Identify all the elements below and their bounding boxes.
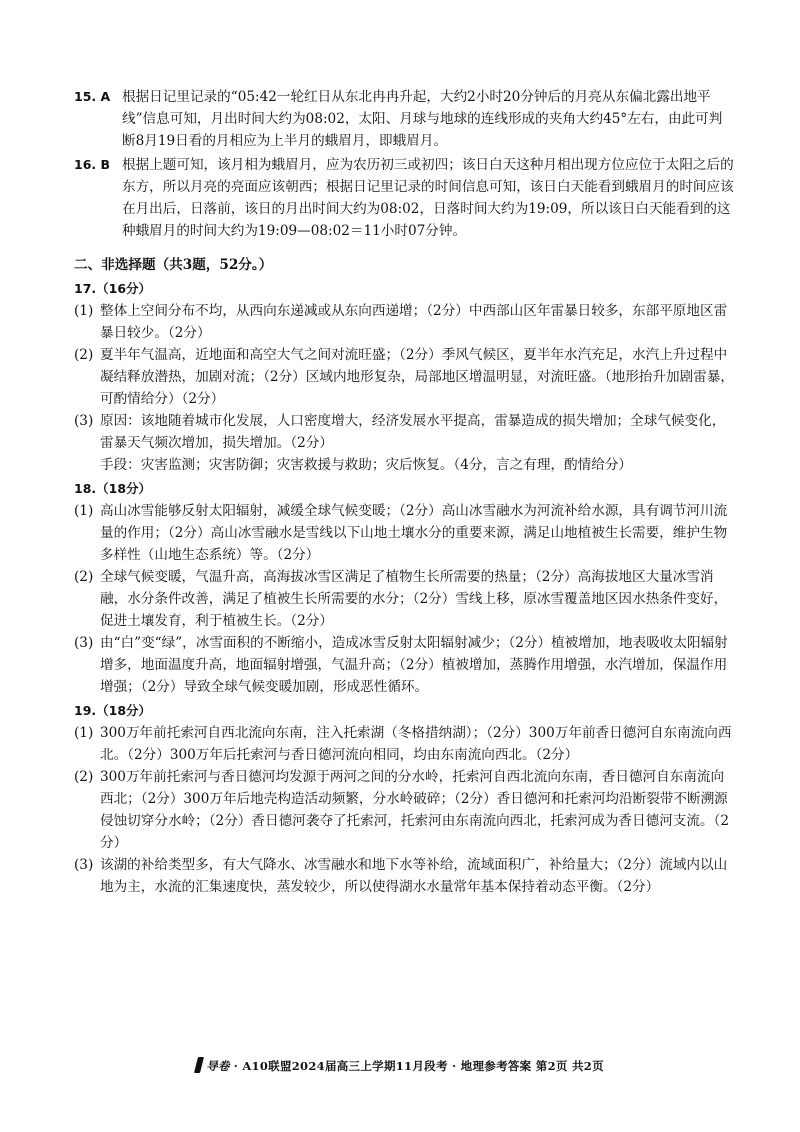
sub-answer: [74, 766, 734, 854]
answer-number: 15. A: [74, 89, 111, 104]
question-heading: 17.（16分）: [74, 281, 152, 296]
sub-text: 由“白”变“绿”，冰雪面积的不断缩小，造成冰雪反射太阳辐射减少；（2分）植被增加，地表吸收太阳辐射增多，地面温度升高，地面辐射增强，气温升高；（2分）植被增加，蒸腾作用增强，水汽增加，保温作用增强；（2分）导致全球气候变暖加剧，形成恶性循环。: [100, 635, 728, 695]
sub-text: 300万年前托索河自西北流向东南，注入托索湖（冬格措纳湖）；（2分）300万年前香日德河自东南流向西北。（2分）300万年后托索河与香日德河流向相同，均由东南流向西北。（2分）: [100, 725, 732, 763]
sub-answer: [74, 500, 734, 566]
question-heading: 18.（18分）: [74, 481, 152, 496]
sub-label: (1): [74, 303, 94, 319]
sub-label: (3): [74, 857, 94, 873]
brand-logo-icon: [194, 1057, 204, 1073]
sub-answer: [74, 410, 734, 454]
sub-label: (2): [74, 569, 94, 585]
page-footer: [0, 1057, 800, 1074]
sub-text: 整体上空间分布不均，从西向东递减或从东向西递增；（2分）中西部山区年雷暴日较多，东部平原地区雷暴日较少。（2分）: [100, 303, 728, 341]
question-18: [74, 478, 734, 698]
answer-number: 16. B: [74, 157, 111, 172]
sub-extra: 手段：灾害监测；灾害防御；灾害救援与救助；灾后恢复。（4分，言之有理，酌情给分）: [100, 457, 633, 473]
sub-text: 300万年前托索河与香日德河均发源于两河之间的分水岭，托索河自西北流向东南，香日德河自东南流向西北；（2分）300万年后地壳构造活动频繁，分水岭破碎；（2分）香日德河和托索河均沿断裂带不断溯源侵蚀切穿分水岭；（2分）香日德河袭夺了托索河，托索河由东南流向西北，托索河成为香日德河支流。（2分）: [100, 769, 730, 851]
sub-answer: [74, 854, 734, 898]
sub-answer: [74, 300, 734, 344]
sub-answer: [74, 722, 734, 766]
sub-text: 高山冰雪能够反射太阳辐射，减缓全球气候变暖；（2分）高山冰雪融水为河流补给水源，具有调节河川流量的作用；（2分）高山冰雪融水是雪线以下山地土壤水分的重要来源，满足山地植被生长需要，维护生物多样性（山地生态系统）等。（2分）: [100, 503, 728, 563]
sub-text: 夏半年气温高，近地面和高空大气之间对流旺盛；（2分）季风气候区，夏半年水汽充足，水汽上升过程中凝结释放潜热，加剧对流；（2分）区域内地形复杂，局部地区增温明显，对流旺盛。（地形抬升加剧雷暴，可酌情给分）（2分）: [100, 347, 734, 407]
sub-label: (1): [74, 725, 94, 741]
answer-15: [74, 86, 734, 152]
footer-text: · A10联盟2024届高三上学期11月段考 · 地理参考答案 第2页 共2页: [233, 1059, 604, 1073]
answer-explanation: 根据日记里记录的“05:42一轮红日从东北冉冉升起，大约2小时20分钟后的月亮从东偏北露出地平线”信息可知，月出时间大约为08:02，太阳、月球与地球的连线形成的夹角大约45°左右，由此可判断8月19日看的月相应为上半月的蛾眉月，即蛾眉月。: [122, 89, 723, 149]
sub-label: (1): [74, 503, 94, 519]
sub-label: (3): [74, 635, 94, 651]
sub-answer: [74, 566, 734, 632]
question-19: [74, 700, 734, 898]
question-heading: 19.（18分）: [74, 703, 152, 718]
sub-text: 原因：该地随着城市化发展，人口密度增大，经济发展水平提高，雷暴造成的损失增加；全球气候变化，雷暴天气频次增加，损失增加。（2分）: [100, 413, 726, 451]
brand-logo-text: 导卷: [206, 1059, 230, 1073]
answer-16: [74, 154, 734, 242]
sub-answer: [74, 344, 734, 410]
sub-text: 该湖的补给类型多，有大气降水、冰雪融水和地下水等补给，流域面积广，补给量大；（2分）流域内以山地为主，水流的汇集速度快，蒸发较少，所以使得湖水水量常年基本保持着动态平衡。（2分）: [100, 857, 728, 895]
sub-text: 全球气候变暖，气温升高，高海拔冰雪区满足了植物生长所需要的热量；（2分）高海拔地区大量冰雪消融，水分条件改善，满足了植被生长所需要的水分；（2分）雪线上移，原冰雪覆盖地区因水热条件变好，促进土壤发育，利于植被生长。（2分）: [100, 569, 728, 629]
question-17: [74, 278, 734, 476]
sub-label: (2): [74, 347, 94, 363]
answer-content: [74, 86, 734, 898]
sub-label: (3): [74, 413, 94, 429]
answer-explanation: 根据上题可知，该月相为蛾眉月，应为农历初三或初四；该日白天这种月相出现方位应位于太阳之后的东方，所以月亮的亮面应该朝西；根据日记里记录的时间信息可知，该日白天能看到蛾眉月的时间应该在月出后，日落前，该日的月出时间大约为08:02，日落时间大约为19:09，所以该日白天能看到的这种蛾眉月的时间大约为19:09—08:02＝11小时07分钟。: [122, 157, 734, 239]
sub-answer: [74, 632, 734, 698]
sub-label: (2): [74, 769, 94, 785]
section-title: 二、非选择题（共3题，52分。）: [74, 257, 273, 273]
